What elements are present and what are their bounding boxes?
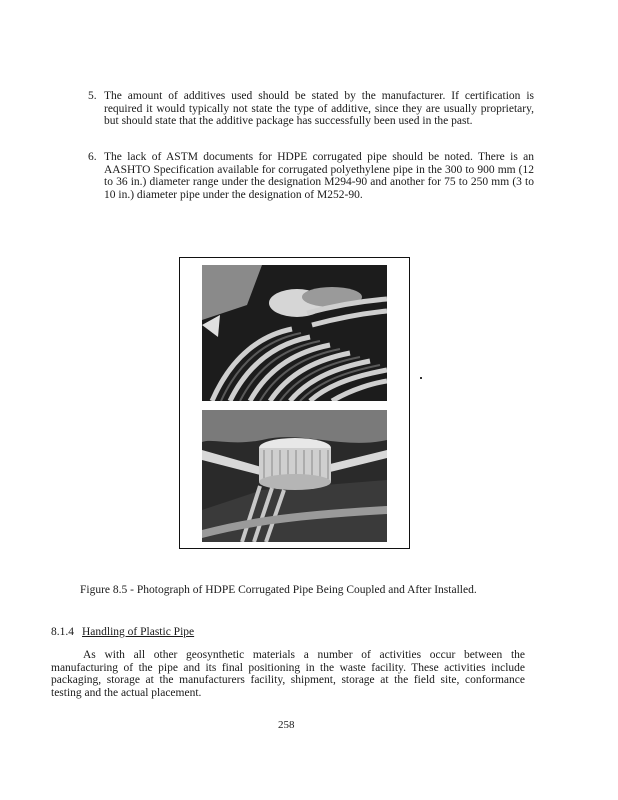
section-title: Handling of Plastic Pipe [82, 626, 195, 638]
list-item-text: The lack of ASTM documents for HDPE corrugated pipe should be noted. There is an AASHTO Specification available for corrugated polyethylene pipe in the 300 to 900 mm (12 to 36 in.) diameter range under the designation M294-90 and another for 75 to 250 mm (3 to 10 in.) diameter pipe under the designation of M252-90. [104, 151, 534, 201]
list-item-6 [88, 151, 534, 201]
section-paragraph: As with all other geosynthetic materials a number of activities occur between the manufacturing of the pipe and its final positioning in the waste facility. These activities include packaging, storage at the manufacturers facility, shipment, storage at the field site, conformance testing and the actual placement. [51, 649, 525, 699]
list-item-5 [88, 90, 534, 128]
photo-pipe-coupling-image [202, 265, 387, 401]
list-item-number: 6. [88, 151, 97, 163]
figure-caption: Figure 8.5 - Photograph of HDPE Corrugated Pipe Being Coupled and After Installed. [80, 584, 477, 596]
section-heading [51, 626, 194, 638]
photo-pipe-installed-image [202, 410, 387, 542]
page-number: 258 [278, 719, 295, 731]
figure-frame [179, 257, 410, 549]
list-item-number: 5. [88, 90, 97, 102]
list-item-text: The amount of additives used should be stated by the manufacturer. If certification is required it would typically not state the type of additive, since they are usually proprietary, but should state that the additive package has successfully been used in the past. [104, 90, 534, 127]
photo-pipe-installed [202, 410, 387, 542]
scan-speck [420, 377, 422, 379]
photo-pipe-coupling [202, 265, 387, 401]
section-number: 8.1.4 [51, 626, 74, 638]
